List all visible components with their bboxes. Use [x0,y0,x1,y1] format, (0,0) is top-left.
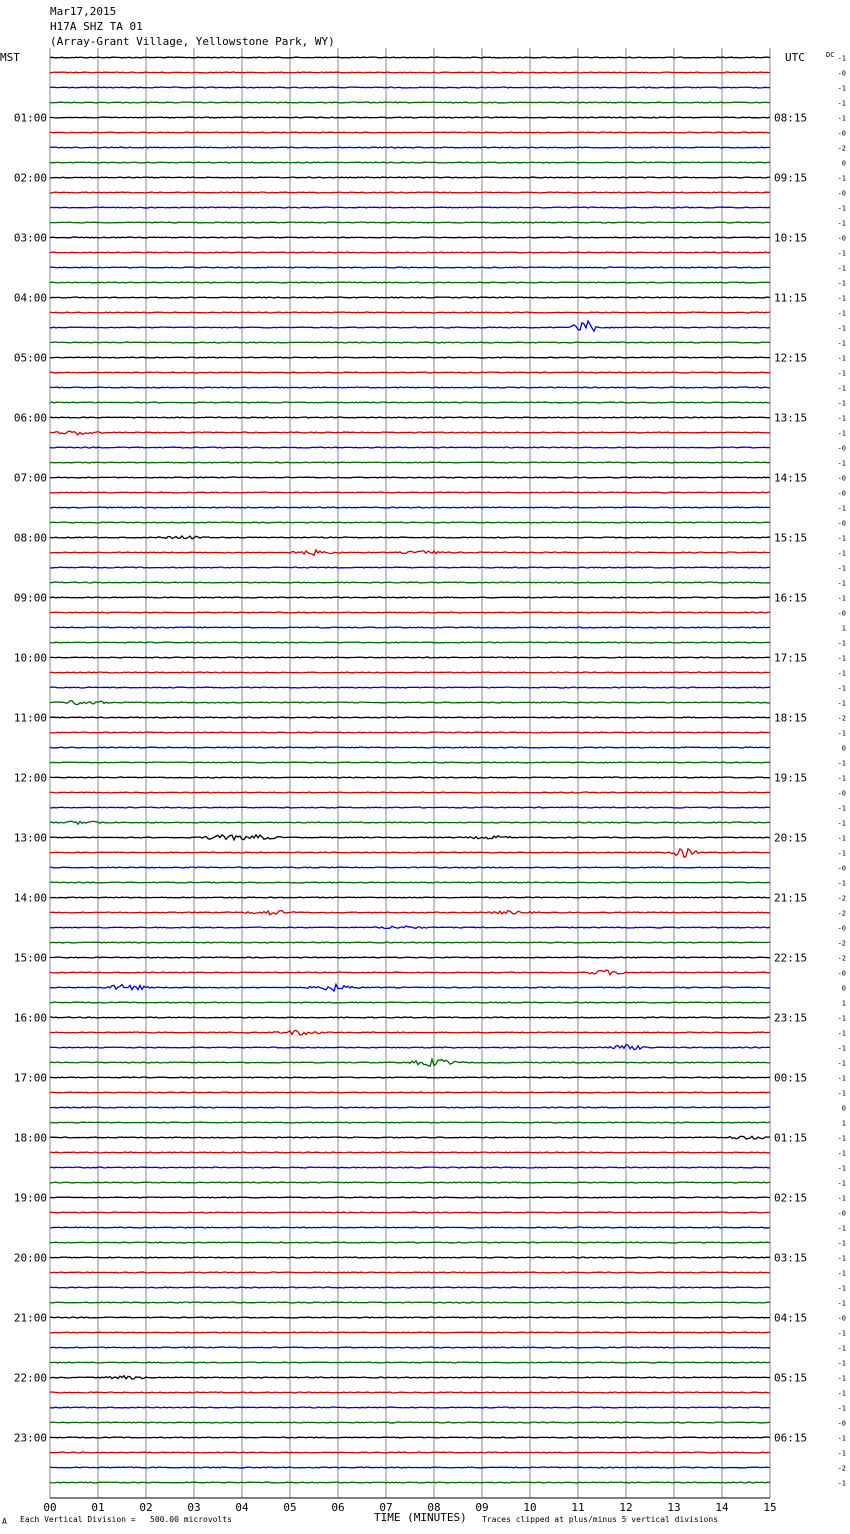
dc-offset-value: -2 [837,1464,846,1473]
dc-label: DC [826,51,835,59]
trace-row [50,882,770,883]
right-hour-label: 19:15 [774,771,808,785]
dc-offset-value: -1 [837,309,846,318]
trace-row [50,1287,770,1288]
x-tick-label: 05 [283,1501,297,1514]
station-location: (Array-Grant Village, Yellowstone Park, WY) [50,35,335,48]
left-hour-label: 19:00 [13,1191,47,1205]
corner-mark: A [2,1517,7,1526]
trace-row [50,1407,770,1408]
left-hour-label: 22:00 [13,1371,47,1385]
trace-row [50,926,770,928]
trace-row [50,1242,770,1243]
x-tick-label: 11 [571,1501,585,1514]
trace-row [50,687,770,688]
trace-row [50,507,770,508]
dc-offset-value: -1 [837,804,846,813]
trace-row [50,762,770,763]
trace-row [50,1017,770,1018]
x-tick-label: 13 [667,1501,681,1514]
trace-row [50,132,770,133]
dc-offset-value: -1 [837,249,846,258]
left-hour-label: 14:00 [13,891,47,905]
x-tick-label: 15 [763,1501,777,1514]
trace-row [50,984,770,991]
trace-row [50,1392,770,1393]
trace-row [50,1257,770,1258]
trace-row [50,792,770,793]
trace-row [50,1152,770,1153]
left-hour-label: 21:00 [13,1311,47,1325]
dc-offset-value: -1 [837,384,846,393]
dc-offset-value: -1 [837,1374,846,1383]
trace-row [50,582,770,583]
dc-offset-value: -1 [837,1299,846,1308]
dc-offset-value: -1 [837,1359,846,1368]
left-hour-label: 02:00 [13,171,47,185]
dc-offset-value: -1 [837,1239,846,1248]
dc-offset-value: -0 [837,969,846,978]
trace-row [50,627,770,628]
dc-offset-value: -1 [837,1074,846,1083]
dc-offset-value: -0 [837,444,846,453]
right-hour-label: 00:15 [774,1071,808,1085]
dc-offset-value: -1 [837,1029,846,1038]
trace-row [50,1136,770,1139]
dc-offset-value: -0 [837,1209,846,1218]
trace-row [50,642,770,643]
dc-offset-value: -1 [837,1479,846,1488]
right-hour-label: 16:15 [774,591,808,605]
left-hour-label: 11:00 [13,711,47,725]
right-hour-label: 02:15 [774,1191,808,1205]
trace-row [50,402,770,403]
trace-row [50,911,770,915]
dc-offset-value: -1 [837,204,846,213]
dc-offset-value: -1 [837,534,846,543]
trace-row [50,1045,770,1050]
trace-row [50,1332,770,1333]
dc-offset-value: -1 [837,1449,846,1458]
dc-offset-value: -1 [837,174,846,183]
left-hour-label: 13:00 [13,831,47,845]
trace-row [50,701,770,705]
x-tick-label: 07 [379,1501,393,1514]
right-hour-label: 01:15 [774,1131,808,1145]
right-hour-label: 14:15 [774,471,808,485]
trace-row [50,1272,770,1273]
left-hour-label: 20:00 [13,1251,47,1265]
dc-offset-value: -1 [837,879,846,888]
left-hour-label: 18:00 [13,1131,47,1145]
dc-offset-value: -1 [837,1224,846,1233]
trace-row [50,1362,770,1363]
dc-offset-value: -1 [837,54,846,63]
dc-offset-value: 1 [841,624,846,633]
trace-row [50,321,770,331]
right-hour-label: 11:15 [774,291,808,305]
trace-row [50,849,770,857]
dc-offset-value: -0 [837,609,846,618]
trace-row [50,1030,770,1034]
trace-row [50,222,770,223]
dc-offset-value: -1 [837,84,846,93]
dc-offset-value: -0 [837,1314,846,1323]
trace-row [50,192,770,193]
right-hour-label: 17:15 [774,651,808,665]
trace-row [50,1092,770,1093]
dc-offset-value: -1 [837,504,846,513]
trace-row [50,267,770,268]
dc-offset-value: -1 [837,294,846,303]
x-axis-title: TIME (MINUTES) [374,1511,467,1524]
trace-row [50,387,770,388]
dc-offset-value: -1 [837,669,846,678]
trace-row [50,597,770,598]
dc-offset-value: -1 [837,639,846,648]
trace-row [50,297,770,298]
right-hour-label: 22:15 [774,951,808,965]
dc-offset-value: -1 [837,354,846,363]
dc-offset-value: 0 [841,744,846,753]
dc-offset-value: -0 [837,864,846,873]
dc-offset-value: -1 [837,414,846,423]
dc-offset-value: -0 [837,489,846,498]
trace-row [50,1059,770,1066]
trace-row [50,1122,770,1123]
left-hour-label: 03:00 [13,231,47,245]
dc-offset-value: 1 [841,1119,846,1128]
dc-offset-value: -2 [837,144,846,153]
plot-grid [50,48,770,1498]
dc-offset-value: -1 [837,1404,846,1413]
right-hour-label: 20:15 [774,831,808,845]
right-hour-label: 05:15 [774,1371,808,1385]
trace-row [50,462,770,463]
dc-offset-value: -1 [837,1269,846,1278]
trace-row [50,1002,770,1003]
trace-row [50,282,770,283]
dc-offset-value: -1 [837,564,846,573]
right-hour-label: 06:15 [774,1431,808,1445]
dc-offset-value: -2 [837,714,846,723]
dc-offset-value: -0 [837,1419,846,1428]
trace-row [50,87,770,88]
trace-row [50,942,770,943]
right-hour-label: 15:15 [774,531,808,545]
trace-row [50,57,770,58]
dc-offset-value: -1 [837,1329,846,1338]
trace-row [50,1317,770,1318]
plot-date: Mar17,2015 [50,5,117,18]
trace-row [50,835,770,840]
trace-row [50,72,770,73]
dc-offset-value: -1 [837,459,846,468]
trace-row [50,492,770,493]
trace-row [50,1182,770,1183]
dc-offset-value: -1 [837,219,846,228]
dc-offset-value: -1 [837,99,846,108]
left-hour-label: 08:00 [13,531,47,545]
trace-row [50,732,770,733]
right-hour-label: 12:15 [774,351,808,365]
dc-offset-value: -1 [837,654,846,663]
trace-row [50,1482,770,1483]
trace-row [50,162,770,163]
dc-offset-value: -1 [837,1254,846,1263]
dc-offset-value: 0 [841,1104,846,1113]
trace-row [50,1197,770,1198]
dc-offset-value: -1 [837,699,846,708]
dc-offset-value: -1 [837,849,846,858]
clip-note: Traces clipped at plus/minus 5 vertical divisions [482,1515,719,1524]
dc-offset-value: -1 [837,1434,846,1443]
dc-offset-value: -1 [837,1044,846,1053]
axis-labels [0,51,846,1514]
dc-offset-value: -1 [837,1284,846,1293]
trace-row [50,970,770,975]
dc-offset-value: -1 [837,1014,846,1023]
right-hour-label: 23:15 [774,1011,808,1025]
dc-offset-value: -0 [837,474,846,483]
dc-offset-value: -1 [837,1134,846,1143]
right-hour-label: 13:15 [774,411,808,425]
trace-row [50,1227,770,1228]
trace-row [50,536,770,539]
x-tick-label: 10 [523,1501,537,1514]
right-hour-label: 08:15 [774,111,808,125]
left-hour-label: 06:00 [13,411,47,425]
trace-row [50,957,770,958]
x-tick-label: 14 [715,1501,729,1514]
dc-offset-value: -1 [837,1179,846,1188]
station-code: H17A SHZ TA 01 [50,20,143,33]
trace-row [50,672,770,673]
trace-row [50,522,770,523]
dc-offset-value: -0 [837,789,846,798]
dc-offset-value: -1 [837,429,846,438]
seismic-traces [50,57,770,1483]
trace-row [50,252,770,253]
dc-offset-value: -1 [837,399,846,408]
trace-row [50,342,770,343]
left-hour-label: 05:00 [13,351,47,365]
x-tick-label: 03 [187,1501,201,1514]
dc-offset-value: -1 [837,759,846,768]
trace-row [50,897,770,898]
trace-row [50,1376,770,1379]
right-axis-title: UTC [785,51,805,64]
dc-offset-value: -1 [837,819,846,828]
left-axis-title: MST [0,51,20,64]
trace-row [50,777,770,778]
trace-row [50,612,770,613]
dc-offset-value: -0 [837,234,846,243]
dc-offset-value: -1 [837,279,846,288]
x-tick-label: 02 [139,1501,153,1514]
left-hour-label: 17:00 [13,1071,47,1085]
left-hour-label: 23:00 [13,1431,47,1445]
trace-row [50,431,770,435]
dc-offset-value: -2 [837,954,846,963]
dc-offset-value: -0 [837,519,846,528]
vertical-scale-note: Each Vertical Division = 500.00 microvolts [20,1515,232,1524]
dc-offset-value: -0 [837,69,846,78]
trace-row [50,117,770,118]
dc-offset-value: 0 [841,159,846,168]
trace-row [50,207,770,208]
left-hour-label: 04:00 [13,291,47,305]
dc-offset-value: -2 [837,894,846,903]
dc-offset-value: -1 [837,1389,846,1398]
dc-offset-value: -1 [837,1344,846,1353]
trace-row [50,567,770,568]
trace-row [50,1077,770,1078]
right-hour-label: 21:15 [774,891,808,905]
trace-row [50,1347,770,1348]
dc-offset-value: -1 [837,324,846,333]
trace-row [50,237,770,238]
right-hour-label: 18:15 [774,711,808,725]
x-tick-label: 01 [91,1501,105,1514]
dc-offset-value: -2 [837,909,846,918]
dc-offset-value: -1 [837,114,846,123]
dc-offset-value: -0 [837,189,846,198]
trace-row [50,1452,770,1453]
left-hour-label: 16:00 [13,1011,47,1025]
dc-offset-value: -0 [837,924,846,933]
dc-offset-value: 0 [841,984,846,993]
trace-row [50,867,770,868]
trace-row [50,550,770,555]
trace-row [50,177,770,178]
dc-offset-value: -1 [837,1164,846,1173]
dc-offset-value: -1 [837,1089,846,1098]
left-hour-label: 01:00 [13,111,47,125]
dc-offset-value: -1 [837,369,846,378]
dc-offset-value: -0 [837,129,846,138]
dc-offset-value: -1 [837,834,846,843]
trace-row [50,1107,770,1108]
trace-row [50,417,770,418]
trace-row [50,447,770,448]
left-hour-label: 10:00 [13,651,47,665]
left-hour-label: 15:00 [13,951,47,965]
trace-row [50,477,770,478]
dc-offset-value: -1 [837,579,846,588]
right-hour-label: 09:15 [774,171,808,185]
trace-row [50,717,770,718]
dc-offset-value: -1 [837,594,846,603]
trace-row [50,147,770,148]
trace-row [50,1467,770,1468]
trace-row [50,1212,770,1213]
trace-row [50,807,770,808]
left-hour-label: 09:00 [13,591,47,605]
trace-row [50,1422,770,1423]
x-tick-label: 09 [475,1501,489,1514]
x-tick-label: 12 [619,1501,633,1514]
dc-offset-value: -2 [837,939,846,948]
dc-offset-value: -1 [837,1149,846,1158]
dc-offset-value: -1 [837,1194,846,1203]
trace-row [50,312,770,313]
dc-offset-value: -1 [837,264,846,273]
trace-row [50,1302,770,1303]
dc-offset-value: -1 [837,549,846,558]
trace-row [50,1437,770,1438]
left-hour-label: 07:00 [13,471,47,485]
x-tick-label: 00 [43,1501,57,1514]
dc-offset-value: -1 [837,774,846,783]
trace-row [50,1167,770,1168]
trace-row [50,357,770,358]
dc-offset-value: -1 [837,339,846,348]
trace-row [50,657,770,658]
right-hour-label: 03:15 [774,1251,808,1265]
trace-row [50,821,770,824]
dc-offset-value: -1 [837,684,846,693]
right-hour-label: 10:15 [774,231,808,245]
trace-row [50,747,770,748]
x-tick-label: 06 [331,1501,345,1514]
trace-row [50,102,770,103]
left-hour-label: 12:00 [13,771,47,785]
x-tick-label: 04 [235,1501,249,1514]
dc-offset-value: -1 [837,1059,846,1068]
right-hour-label: 04:15 [774,1311,808,1325]
trace-row [50,372,770,373]
dc-offset-value: 1 [841,999,846,1008]
dc-offset-value: -1 [837,729,846,738]
x-tick-label: 08 [427,1501,441,1514]
